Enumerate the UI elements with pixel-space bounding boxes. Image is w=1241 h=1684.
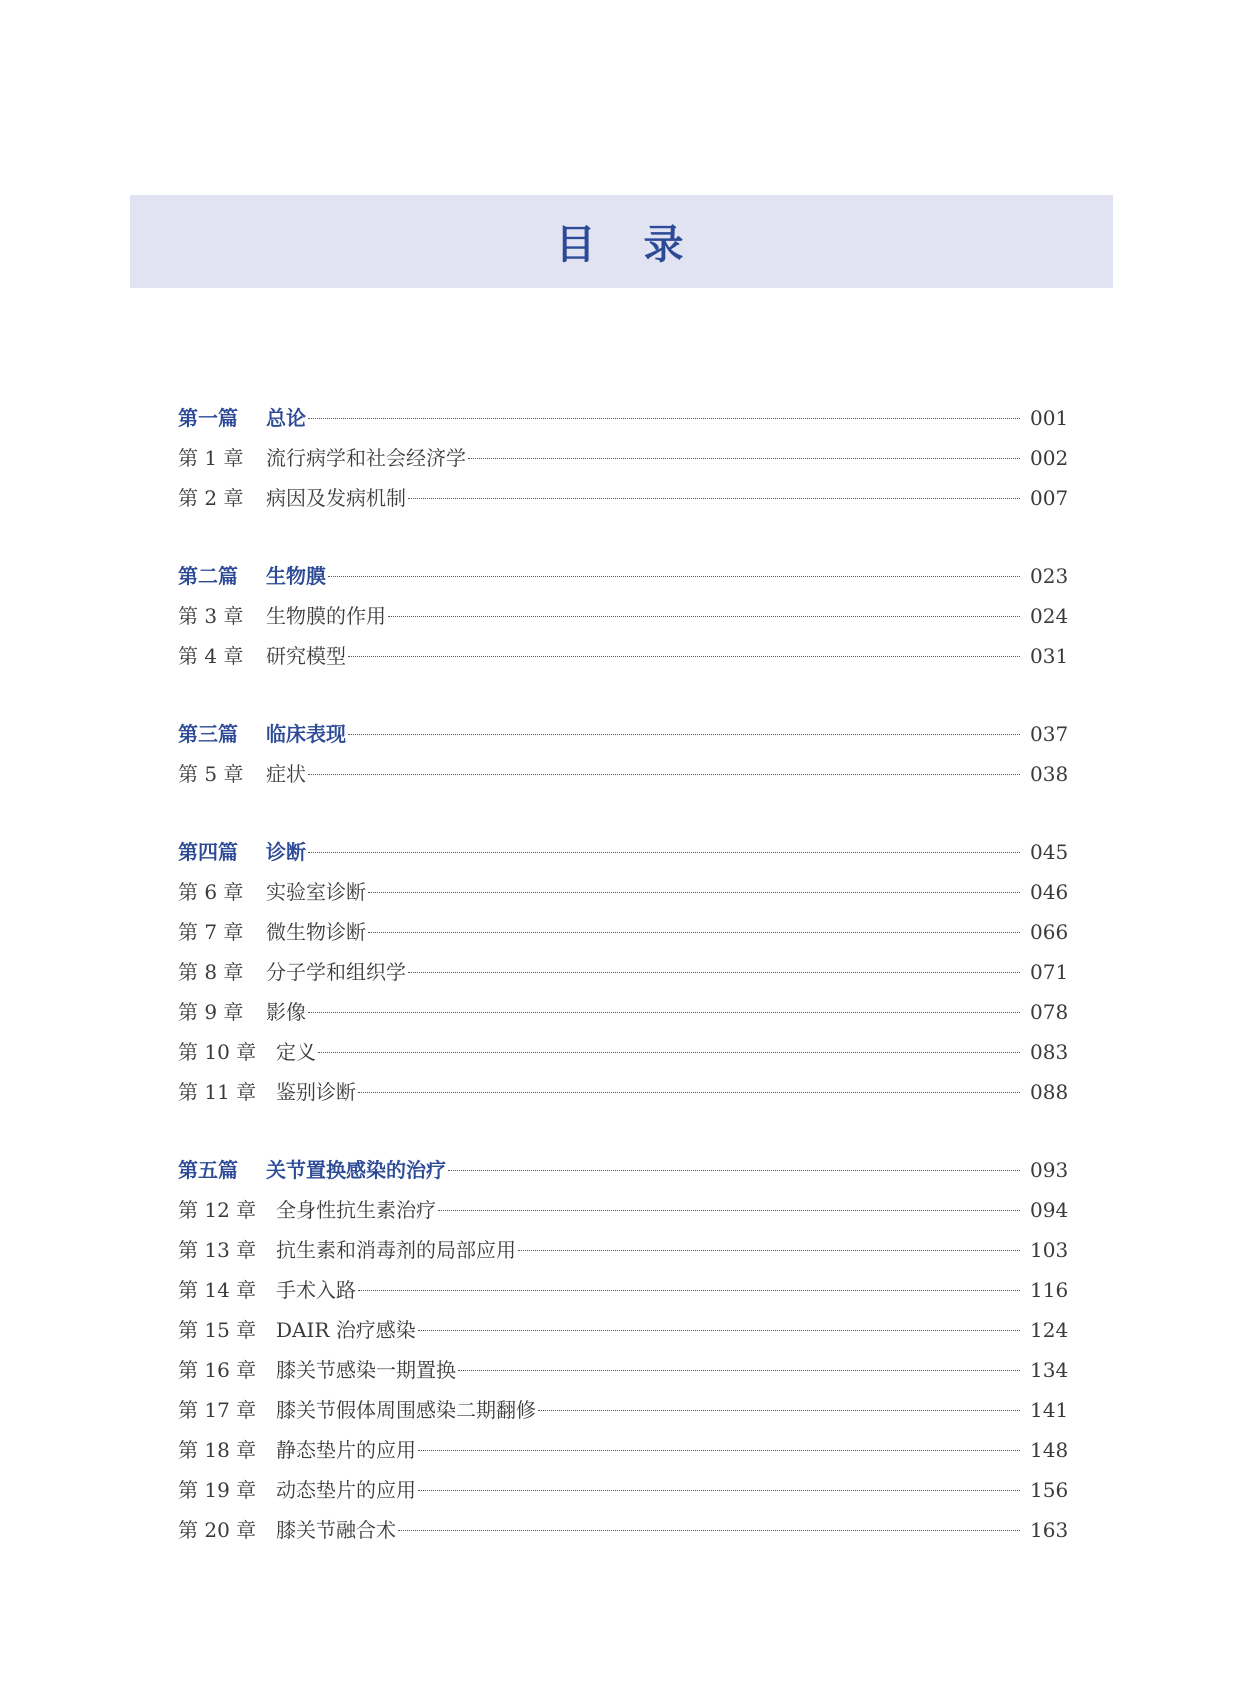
toc-part-entry[interactable]: [178, 556, 1069, 596]
chapter-title: 抗生素和消毒剂的局部应用: [276, 1238, 516, 1262]
chapter-label: 第 13 章: [178, 1238, 257, 1262]
page-number: 094: [1030, 1198, 1069, 1222]
dot-leader: [308, 852, 1020, 853]
chapter-title: 影像: [266, 1000, 306, 1024]
chapter-label: 第 7 章: [178, 920, 244, 944]
toc-part-group: [178, 714, 1069, 794]
dot-leader: [398, 1530, 1020, 1531]
chapter-title: 膝关节融合术: [276, 1518, 396, 1542]
toc-part-entry[interactable]: [178, 398, 1069, 438]
dot-leader: [308, 774, 1020, 775]
chapter-label: 第 1 章: [178, 446, 244, 470]
page-number: 045: [1030, 840, 1069, 864]
page-number: 024: [1030, 604, 1069, 628]
chapter-title: 流行病学和社会经济学: [266, 446, 466, 470]
toc-chapter-entry[interactable]: [178, 952, 1069, 992]
dot-leader: [388, 616, 1020, 617]
toc-part-group: [178, 832, 1069, 1112]
chapter-title: 生物膜的作用: [266, 604, 386, 628]
page-number: 116: [1030, 1278, 1069, 1302]
chapter-label: 第 11 章: [178, 1080, 257, 1104]
chapter-label: 第 2 章: [178, 486, 244, 510]
chapter-label: 第 15 章: [178, 1318, 257, 1342]
dot-leader: [368, 932, 1020, 933]
chapter-label: 第 20 章: [178, 1518, 257, 1542]
page-number: 038: [1030, 762, 1069, 786]
chapter-title: 微生物诊断: [266, 920, 366, 944]
toc-part-group: [178, 1150, 1069, 1550]
chapter-label: 第 19 章: [178, 1478, 257, 1502]
dot-leader: [418, 1330, 1020, 1331]
toc-chapter-entry[interactable]: [178, 1270, 1069, 1310]
part-title: 生物膜: [266, 564, 326, 588]
dot-leader: [408, 972, 1020, 973]
page-number: 007: [1030, 486, 1069, 510]
toc-chapter-entry[interactable]: [178, 1470, 1069, 1510]
chapter-label: 第 17 章: [178, 1398, 257, 1422]
dot-leader: [418, 1450, 1020, 1451]
part-title: 诊断: [266, 840, 306, 864]
page-number: 093: [1030, 1158, 1069, 1182]
chapter-label: 第 5 章: [178, 762, 244, 786]
chapter-title: 研究模型: [266, 644, 346, 668]
chapter-title: 鉴别诊断: [276, 1080, 356, 1104]
dot-leader: [418, 1490, 1020, 1491]
page-number: 148: [1030, 1438, 1069, 1462]
chapter-label: 第 16 章: [178, 1358, 257, 1382]
toc-chapter-entry[interactable]: [178, 912, 1069, 952]
toc-chapter-entry[interactable]: [178, 1390, 1069, 1430]
chapter-title: 膝关节感染一期置换: [276, 1358, 456, 1382]
dot-leader: [518, 1250, 1020, 1251]
page-number: 002: [1030, 446, 1069, 470]
chapter-title: 症状: [266, 762, 306, 786]
page-title: 目 录: [555, 221, 688, 268]
dot-leader: [448, 1170, 1020, 1171]
part-label: 第一篇: [178, 406, 238, 430]
page-number: 088: [1030, 1080, 1069, 1104]
chapter-label: 第 6 章: [178, 880, 244, 904]
dot-leader: [358, 1290, 1020, 1291]
toc-part-entry[interactable]: [178, 832, 1069, 872]
chapter-label: 第 14 章: [178, 1278, 257, 1302]
page-number: 156: [1030, 1478, 1069, 1502]
chapter-label: 第 12 章: [178, 1198, 257, 1222]
toc-chapter-entry[interactable]: [178, 1510, 1069, 1550]
chapter-title: 定义: [276, 1040, 316, 1064]
dot-leader: [318, 1052, 1020, 1053]
dot-leader: [368, 892, 1020, 893]
dot-leader: [308, 1012, 1020, 1013]
dot-leader: [538, 1410, 1020, 1411]
toc-part-entry[interactable]: [178, 1150, 1069, 1190]
toc-chapter-entry[interactable]: [178, 1190, 1069, 1230]
part-title: 临床表现: [266, 722, 346, 746]
page-number: 141: [1030, 1398, 1069, 1422]
part-label: 第二篇: [178, 564, 238, 588]
chapter-label: 第 10 章: [178, 1040, 257, 1064]
chapter-label: 第 18 章: [178, 1438, 257, 1462]
page-number: 046: [1030, 880, 1069, 904]
table-of-contents: [178, 398, 1069, 1588]
toc-chapter-entry[interactable]: [178, 478, 1069, 518]
page-number: 083: [1030, 1040, 1069, 1064]
page-number: 163: [1030, 1518, 1069, 1542]
chapter-title: 手术入路: [276, 1278, 356, 1302]
part-label: 第三篇: [178, 722, 238, 746]
chapter-title: 静态垫片的应用: [276, 1438, 416, 1462]
chapter-title: 全身性抗生素治疗: [276, 1198, 436, 1222]
toc-chapter-entry[interactable]: [178, 754, 1069, 794]
dot-leader: [308, 418, 1020, 419]
dot-leader: [438, 1210, 1020, 1211]
toc-chapter-entry[interactable]: [178, 636, 1069, 676]
toc-chapter-entry[interactable]: [178, 1230, 1069, 1270]
part-label: 第五篇: [178, 1158, 238, 1182]
dot-leader: [328, 576, 1020, 577]
toc-chapter-entry[interactable]: [178, 872, 1069, 912]
chapter-label: 第 8 章: [178, 960, 244, 984]
toc-chapter-entry[interactable]: [178, 1350, 1069, 1390]
toc-chapter-entry[interactable]: [178, 1072, 1069, 1112]
page-number: 023: [1030, 564, 1069, 588]
toc-chapter-entry[interactable]: [178, 1310, 1069, 1350]
toc-part-group: [178, 398, 1069, 518]
title-banner: [130, 195, 1113, 288]
page-number: 071: [1030, 960, 1069, 984]
dot-leader: [408, 498, 1020, 499]
toc-chapter-entry[interactable]: [178, 992, 1069, 1032]
dot-leader: [348, 734, 1020, 735]
page-number: 001: [1030, 406, 1069, 430]
page-number: 066: [1030, 920, 1069, 944]
toc-chapter-entry[interactable]: [178, 1430, 1069, 1470]
chapter-label: 第 9 章: [178, 1000, 244, 1024]
page-number: 103: [1030, 1238, 1069, 1262]
toc-chapter-entry[interactable]: [178, 438, 1069, 478]
chapter-title: 动态垫片的应用: [276, 1478, 416, 1502]
part-title: 总论: [266, 406, 306, 430]
dot-leader: [468, 458, 1020, 459]
page-number: 031: [1030, 644, 1069, 668]
chapter-title: 膝关节假体周围感染二期翻修: [276, 1398, 536, 1422]
chapter-title: 病因及发病机制: [266, 486, 406, 510]
chapter-title: 实验室诊断: [266, 880, 366, 904]
toc-part-entry[interactable]: [178, 714, 1069, 754]
toc-part-group: [178, 556, 1069, 676]
chapter-label: 第 3 章: [178, 604, 244, 628]
page-number: 037: [1030, 722, 1069, 746]
part-label: 第四篇: [178, 840, 238, 864]
dot-leader: [348, 656, 1020, 657]
chapter-label: 第 4 章: [178, 644, 244, 668]
toc-chapter-entry[interactable]: [178, 596, 1069, 636]
chapter-title: DAIR 治疗感染: [276, 1318, 416, 1342]
chapter-title: 分子学和组织学: [266, 960, 406, 984]
page-number: 134: [1030, 1358, 1069, 1382]
toc-chapter-entry[interactable]: [178, 1032, 1069, 1072]
page-number: 124: [1030, 1318, 1069, 1342]
page-number: 078: [1030, 1000, 1069, 1024]
dot-leader: [458, 1370, 1020, 1371]
part-title: 关节置换感染的治疗: [266, 1158, 446, 1182]
dot-leader: [358, 1092, 1020, 1093]
